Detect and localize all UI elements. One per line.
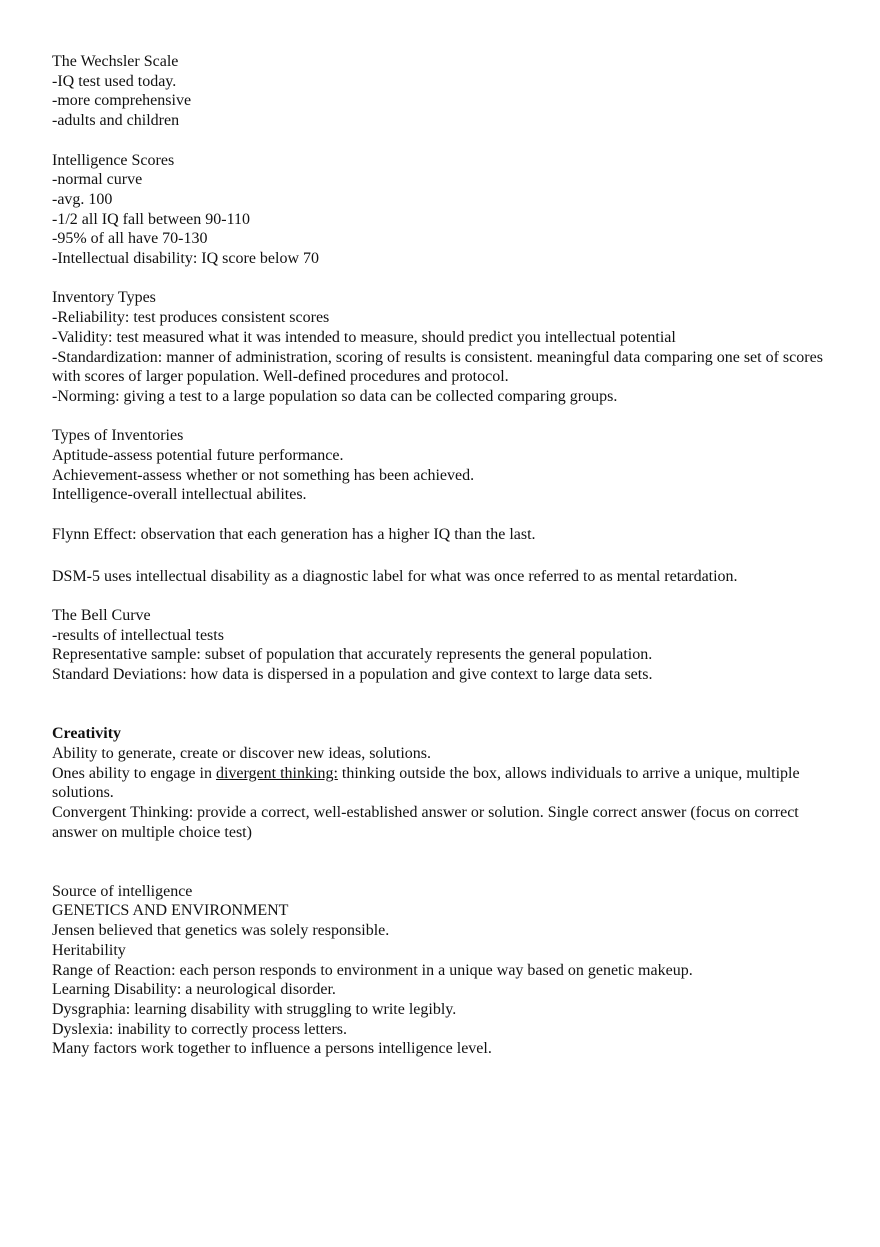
section-title: Types of Inventories (52, 427, 184, 445)
list-item: -Validity: test measured what it was intended to measure, should predict you intellectual potential (52, 328, 676, 346)
section-types-of-inventories (52, 426, 842, 505)
list-item: -Intellectual disability: IQ score below 70 (52, 250, 320, 268)
convergent-thinking-paragraph: Convergent Thinking: provide a correct, well-established answer or solution. Single correct answer (focus on correct answer on multiple choice test) (52, 803, 799, 841)
flynn-effect-paragraph: Flynn Effect: observation that each generation has a higher IQ than the last. (52, 525, 536, 543)
list-item: Heritability (52, 941, 126, 959)
list-item: -avg. 100 (52, 190, 113, 208)
list-item: Learning Disability: a neurological disorder. (52, 981, 336, 999)
document-page (52, 52, 842, 1059)
list-item: -results of intellectual tests (52, 626, 224, 644)
section-title: Creativity (52, 725, 122, 743)
list-item: -adults and children (52, 112, 180, 130)
section-title: Source of intelligence (52, 882, 193, 900)
list-item: -Standardization: manner of administration, scoring of results is consistent. meaningful data comparing one set of scores with scores of larger population. Well-defined procedures and protocol. (52, 348, 823, 386)
section-title: The Bell Curve (52, 606, 151, 624)
section-bell-curve (52, 606, 842, 685)
dsm-paragraph: DSM-5 uses intellectual disability as a diagnostic label for what was once referred to as mental retardation. (52, 567, 738, 585)
creativity-definition: Ability to generate, create or discover new ideas, solutions. (52, 744, 431, 762)
list-item: Standard Deviations: how data is dispersed in a population and give context to large data sets. (52, 666, 653, 684)
list-item: Representative sample: subset of population that accurately represents the general population. (52, 646, 653, 664)
section-title: The Wechsler Scale (52, 53, 179, 70)
list-item: -more comprehensive (52, 92, 192, 110)
section-intelligence-scores (52, 151, 842, 269)
divergent-thinking-paragraph (52, 764, 842, 803)
list-item: Jensen believed that genetics was solely responsible. (52, 922, 390, 940)
section-title: Inventory Types (52, 289, 156, 307)
section-source-of-intelligence (52, 882, 842, 1059)
list-item: Intelligence-overall intellectual abilites. (52, 486, 307, 504)
section-wechsler (52, 52, 842, 131)
list-item: -95% of all have 70-130 (52, 230, 208, 248)
list-item: Aptitude-assess potential future performance. (52, 447, 344, 465)
list-item: -1/2 all IQ fall between 90-110 (52, 210, 251, 228)
list-item: -normal curve (52, 171, 143, 189)
list-item: Range of Reaction: each person responds to environment in a unique way based on genetic makeup. (52, 961, 693, 979)
list-item: Dysgraphia: learning disability with struggling to write legibly. (52, 1000, 457, 1018)
section-creativity (52, 724, 842, 842)
list-item: GENETICS AND ENVIRONMENT (52, 902, 289, 920)
list-item: -Reliability: test produces consistent scores (52, 309, 330, 327)
list-item: Dyslexia: inability to correctly process letters. (52, 1020, 348, 1038)
divergent-prefix: Ones ability to engage in (52, 764, 216, 782)
section-title: Intelligence Scores (52, 151, 175, 169)
list-item: Many factors work together to influence a persons intelligence level. (52, 1040, 492, 1058)
divergent-rest: thinking outside the box, allows individuals to arrive a unique, multiple solutions. (52, 764, 800, 802)
section-inventory-types (52, 288, 842, 406)
list-item: Achievement-assess whether or not something has been achieved. (52, 466, 475, 484)
list-item: -Norming: giving a test to a large population so data can be collected comparing groups. (52, 387, 618, 405)
list-item: -IQ test used today. (52, 72, 177, 90)
divergent-term: divergent thinking: (215, 764, 338, 782)
